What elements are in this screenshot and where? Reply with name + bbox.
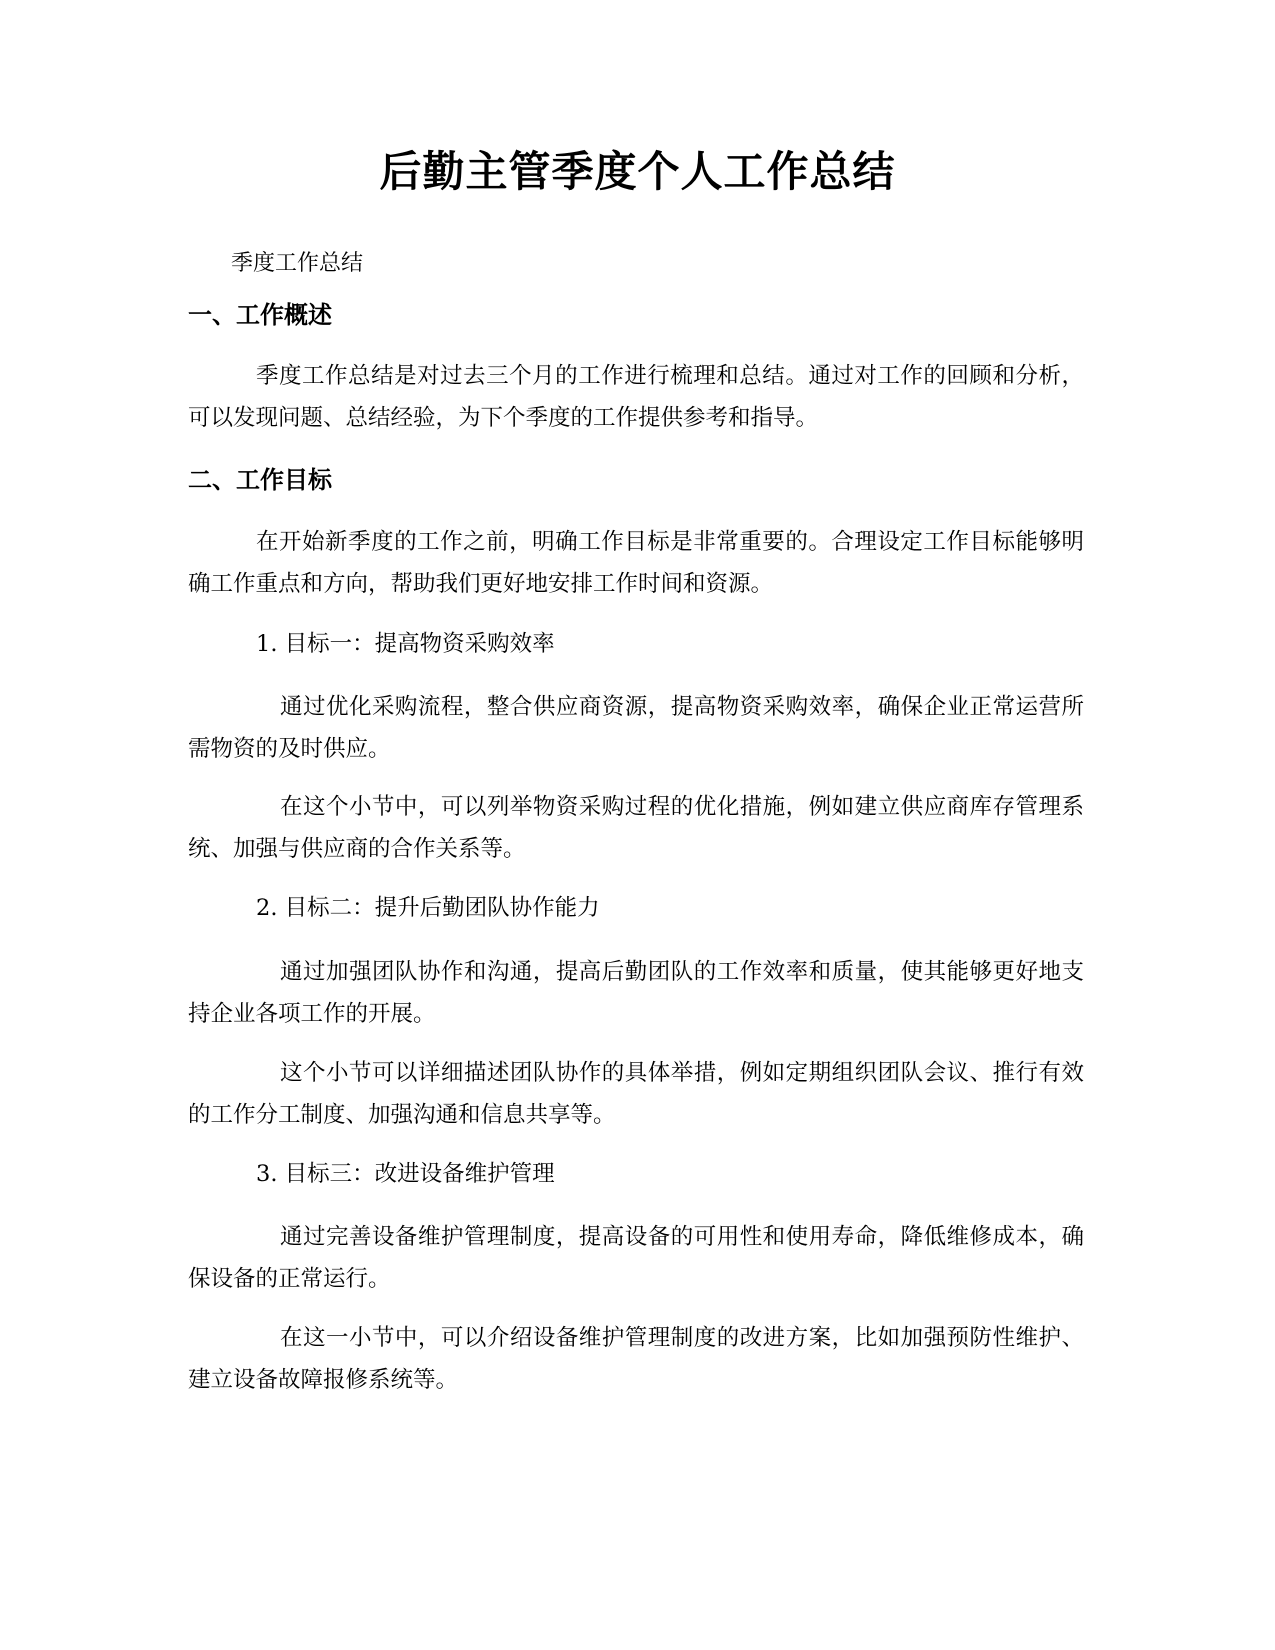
goal-2-paragraph-1: 通过加强团队协作和沟通，提高后勤团队的工作效率和质量，使其能够更好地支持企业各项工作的开展。 [188,959,1084,1027]
section-heading-goals: 二、工作目标 [188,466,332,494]
section-heading-overview: 一、工作概述 [188,301,332,329]
goal-2-paragraph-2: 这个小节可以详细描述团队协作的具体举措，例如定期组织团队会议、推行有效的工作分工制度、加强沟通和信息共享等。 [188,1060,1084,1128]
paragraph-overview: 季度工作总结是对过去三个月的工作进行梳理和总结。通过对工作的回顾和分析，可以发现问题、总结经验，为下个季度的工作提供参考和指导。 [188,363,1084,431]
goal-item-1: 1. 目标一：提高物资采购效率 [256,631,555,657]
goal-item-2: 2. 目标二：提升后勤团队协作能力 [256,895,600,921]
document-title: 后勤主管季度个人工作总结 [379,147,896,196]
document-subtitle: 季度工作总结 [231,251,364,276]
goal-3-paragraph-1: 通过完善设备维护管理制度，提高设备的可用性和使用寿命，降低维修成本，确保设备的正常运行。 [188,1224,1084,1292]
paragraph-goals: 在开始新季度的工作之前，明确工作目标是非常重要的。合理设定工作目标能够明确工作重点和方向，帮助我们更好地安排工作时间和资源。 [188,529,1084,597]
goal-1-paragraph-1: 通过优化采购流程，整合供应商资源，提高物资采购效率，确保企业正常运营所需物资的及时供应。 [188,694,1084,762]
goal-1-paragraph-2: 在这个小节中，可以列举物资采购过程的优化措施，例如建立供应商库存管理系统、加强与供应商的合作关系等。 [188,794,1084,862]
goal-item-3: 3. 目标三：改进设备维护管理 [256,1161,555,1187]
goal-3-paragraph-2: 在这一小节中，可以介绍设备维护管理制度的改进方案，比如加强预防性维护、建立设备故障报修系统等。 [188,1325,1084,1393]
